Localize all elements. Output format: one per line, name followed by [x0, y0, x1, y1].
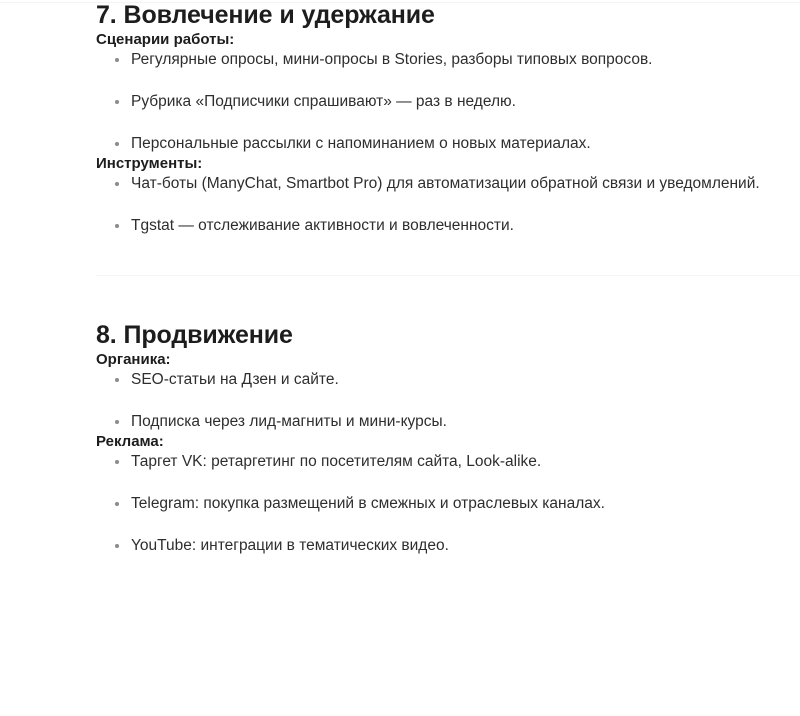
list-item-text: SEO-статьи на Дзен и сайте.	[131, 371, 339, 388]
list-item	[96, 174, 792, 194]
bullet-dot-icon	[115, 502, 119, 506]
subheading-scenarios: Сценарии работы:	[96, 31, 235, 48]
section-promotion	[96, 320, 792, 556]
list-item-text: Чат-боты (ManyChat, Smartbot Pro) для автоматизации обратной связи и уведомлений.	[131, 175, 760, 192]
list-item-text: Подписка через лид-магниты и мини-курсы.	[131, 413, 447, 430]
bullet-dot-icon	[115, 58, 119, 62]
list-item	[96, 134, 792, 154]
section-heading: 7. Вовлечение и удержание	[96, 1, 435, 29]
list-item-text: Регулярные опросы, мини-опросы в Stories, разборы типовых вопросов.	[131, 51, 653, 68]
document-content	[96, 0, 800, 556]
list-organic	[96, 370, 792, 432]
list-item-text: Таргет VK: ретаргетинг по посетителям сайта, Look-alike.	[131, 453, 542, 470]
bullet-dot-icon	[115, 544, 119, 548]
list-item	[96, 412, 792, 432]
list-item-text: Персональные рассылки с напоминанием о новых материалах.	[131, 135, 591, 152]
bullet-dot-icon	[115, 224, 119, 228]
list-item	[96, 452, 792, 472]
list-item	[96, 370, 792, 390]
bullet-dot-icon	[115, 182, 119, 186]
list-tools	[96, 174, 792, 236]
list-item-text: YouTube: интеграции в тематических видео.	[131, 537, 449, 554]
bullet-dot-icon	[115, 142, 119, 146]
list-scenarios	[96, 50, 792, 154]
bullet-dot-icon	[115, 100, 119, 104]
subheading-organic: Органика:	[96, 351, 171, 368]
bullet-dot-icon	[115, 378, 119, 382]
list-item-text: Telegram: покупка размещений в смежных и отраслевых каналах.	[131, 495, 605, 512]
list-item-text: Tgstat — отслеживание активности и вовлеченности.	[131, 217, 514, 234]
bullet-dot-icon	[115, 420, 119, 424]
list-item	[96, 216, 792, 236]
list-item-text: Рубрика «Подписчики спрашивают» — раз в неделю.	[131, 93, 516, 110]
section-heading: 8. Продвижение	[96, 321, 293, 349]
list-item	[96, 494, 792, 514]
subheading-tools: Инструменты:	[96, 155, 203, 172]
section-divider	[96, 275, 800, 276]
bullet-dot-icon	[115, 460, 119, 464]
list-item	[96, 536, 792, 556]
subheading-ads: Реклама:	[96, 433, 164, 450]
list-item	[96, 50, 792, 70]
section-engagement-retention	[96, 0, 792, 236]
list-ads	[96, 452, 792, 556]
list-item	[96, 92, 792, 112]
